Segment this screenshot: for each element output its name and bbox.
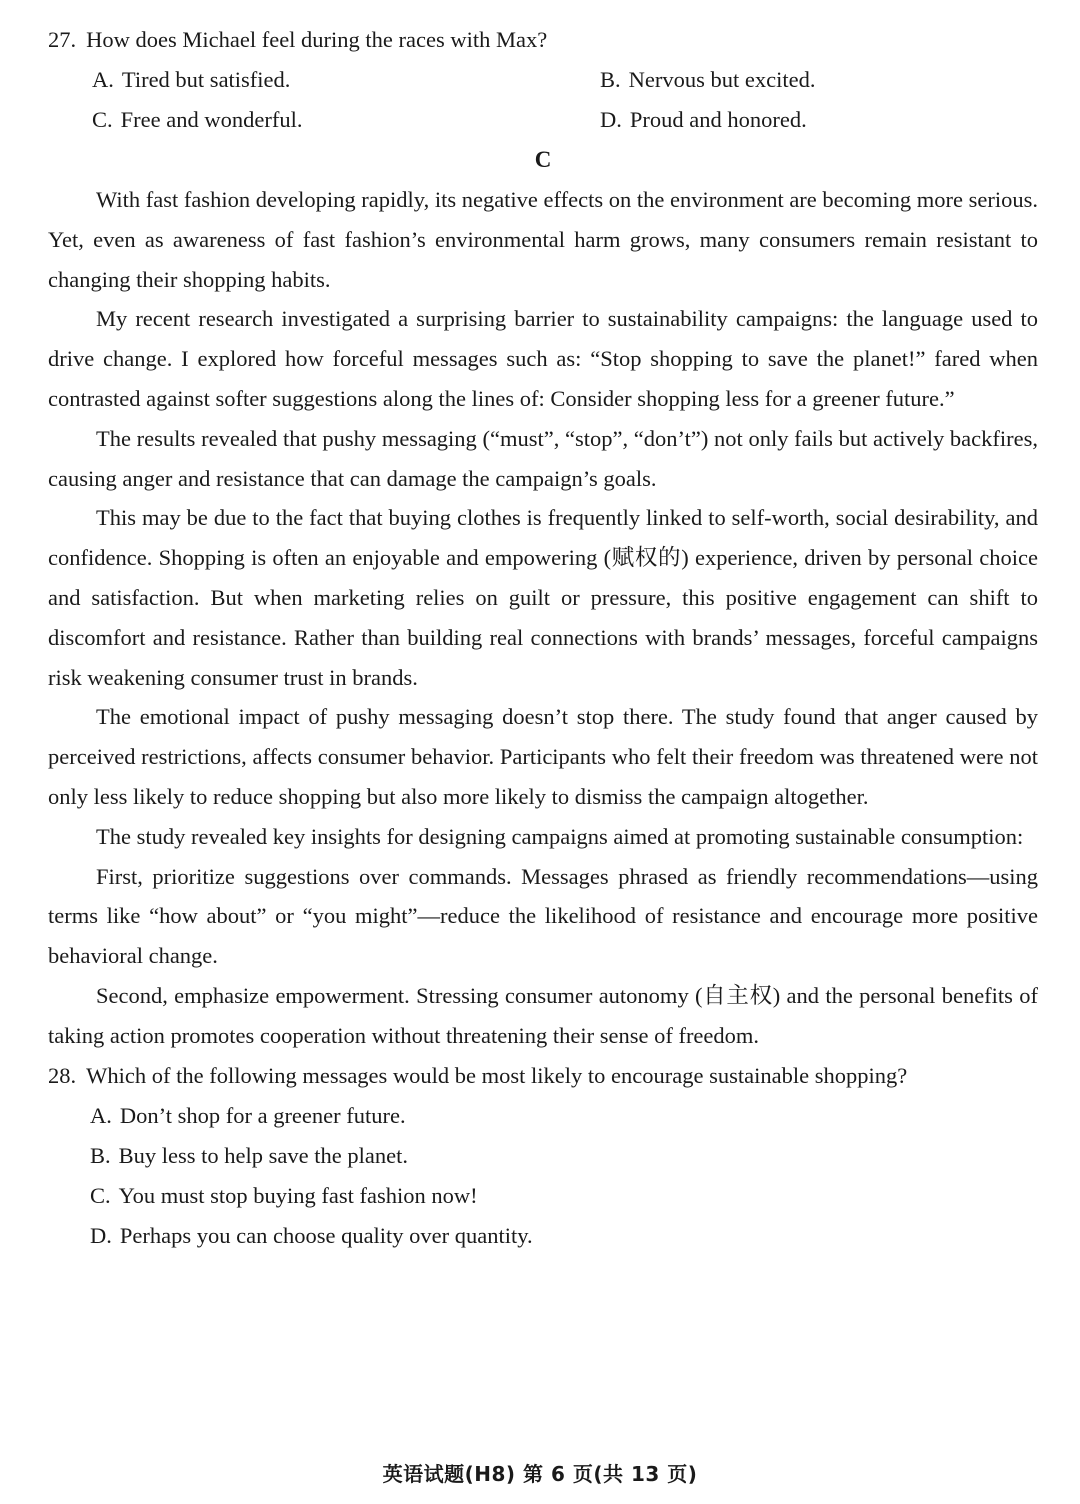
- q28-option-d: D. Perhaps you can choose quality over quantity.: [90, 1222, 533, 1248]
- question-28-number: 28.: [48, 1062, 77, 1088]
- question-27-options: [48, 60, 1038, 140]
- question-27-text: How does Michael feel during the races with Max?: [86, 27, 548, 52]
- passage-paragraph-8: Second, emphasize empowerment. Stressing consumer autonomy (自主权) and the personal benefits of taking action promotes cooperation without threatening their sense of freedom.: [48, 982, 1038, 1048]
- q27-option-a: A. Tired but satisfied.: [92, 67, 291, 92]
- q28-option-c: C. You must stop buying fast fashion now!: [90, 1182, 478, 1208]
- q27-option-c: C. Free and wonderful.: [92, 107, 303, 132]
- passage-paragraph-7: First, prioritize suggestions over commands. Messages phrased as friendly recommendations—using terms like “how about” or “you might”—reduce the likelihood of resistance and encourage more positive behavioral change.: [48, 863, 1038, 969]
- question-28-options: [48, 1096, 1038, 1256]
- passage-paragraph-5: The emotional impact of pushy messaging doesn’t stop there. The study found that anger caused by perceived restrictions, affects consumer behavior. Participants who felt their freedom was threatened were not only less likely to reduce shopping but also more likely to dismiss the campaign altogether.: [48, 704, 1038, 809]
- passage-paragraph-1: With fast fashion developing rapidly, its negative effects on the environment are becoming more serious. Yet, even as awareness of fast fashion’s environmental harm grows, many consumers remain resistant to changing their shopping habits.: [48, 187, 1038, 292]
- passage-paragraph-3: The results revealed that pushy messaging (“must”, “stop”, “don’t”) not only fails but actively backfires, causing anger and resistance that can damage the campaign’s goals.: [48, 425, 1038, 491]
- passage-label: C: [534, 147, 552, 172]
- page-footer: 英语试题(H8) 第 6 页(共 13 页): [382, 1462, 698, 1486]
- question-27-number: 27.: [48, 27, 77, 52]
- q28-option-b: B. Buy less to help save the planet.: [90, 1142, 408, 1168]
- passage-paragraph-6: The study revealed key insights for designing campaigns aimed at promoting sustainable consumption:: [96, 823, 1024, 849]
- q27-option-b: B. Nervous but excited.: [600, 67, 816, 92]
- q27-option-d: D. Proud and honored.: [600, 107, 807, 132]
- passage-paragraph-2: My recent research investigated a surprising barrier to sustainability campaigns: the language used to drive change. I explored how forceful messages such as: “Stop shopping to save the planet!” fared when contrasted against softer suggestions along the lines of: Consider shopping less for a greener future.”: [48, 306, 1038, 411]
- passage-paragraph-4: This may be due to the fact that buying clothes is frequently linked to self-worth, social desirability, and confidence. Shopping is often an enjoyable and empowering (赋权的) experience, driven by personal choice and satisfaction. But when marketing relies on guilt or pressure, this positive engagement can shift to discomfort and resistance. Rather than building real connections with brands’ messages, forceful campaigns risk weakening consumer trust in brands.: [48, 505, 1038, 690]
- q28-option-a: A. Don’t shop for a greener future.: [90, 1102, 406, 1128]
- question-28-stem: [48, 1056, 1038, 1096]
- question-28-text: Which of the following messages would be most likely to encourage sustainable shopping?: [86, 1062, 908, 1088]
- question-27-stem: [48, 20, 1038, 60]
- question-28: [48, 1056, 1038, 1256]
- question-27: [48, 20, 1038, 140]
- passage-c: [48, 180, 1038, 1056]
